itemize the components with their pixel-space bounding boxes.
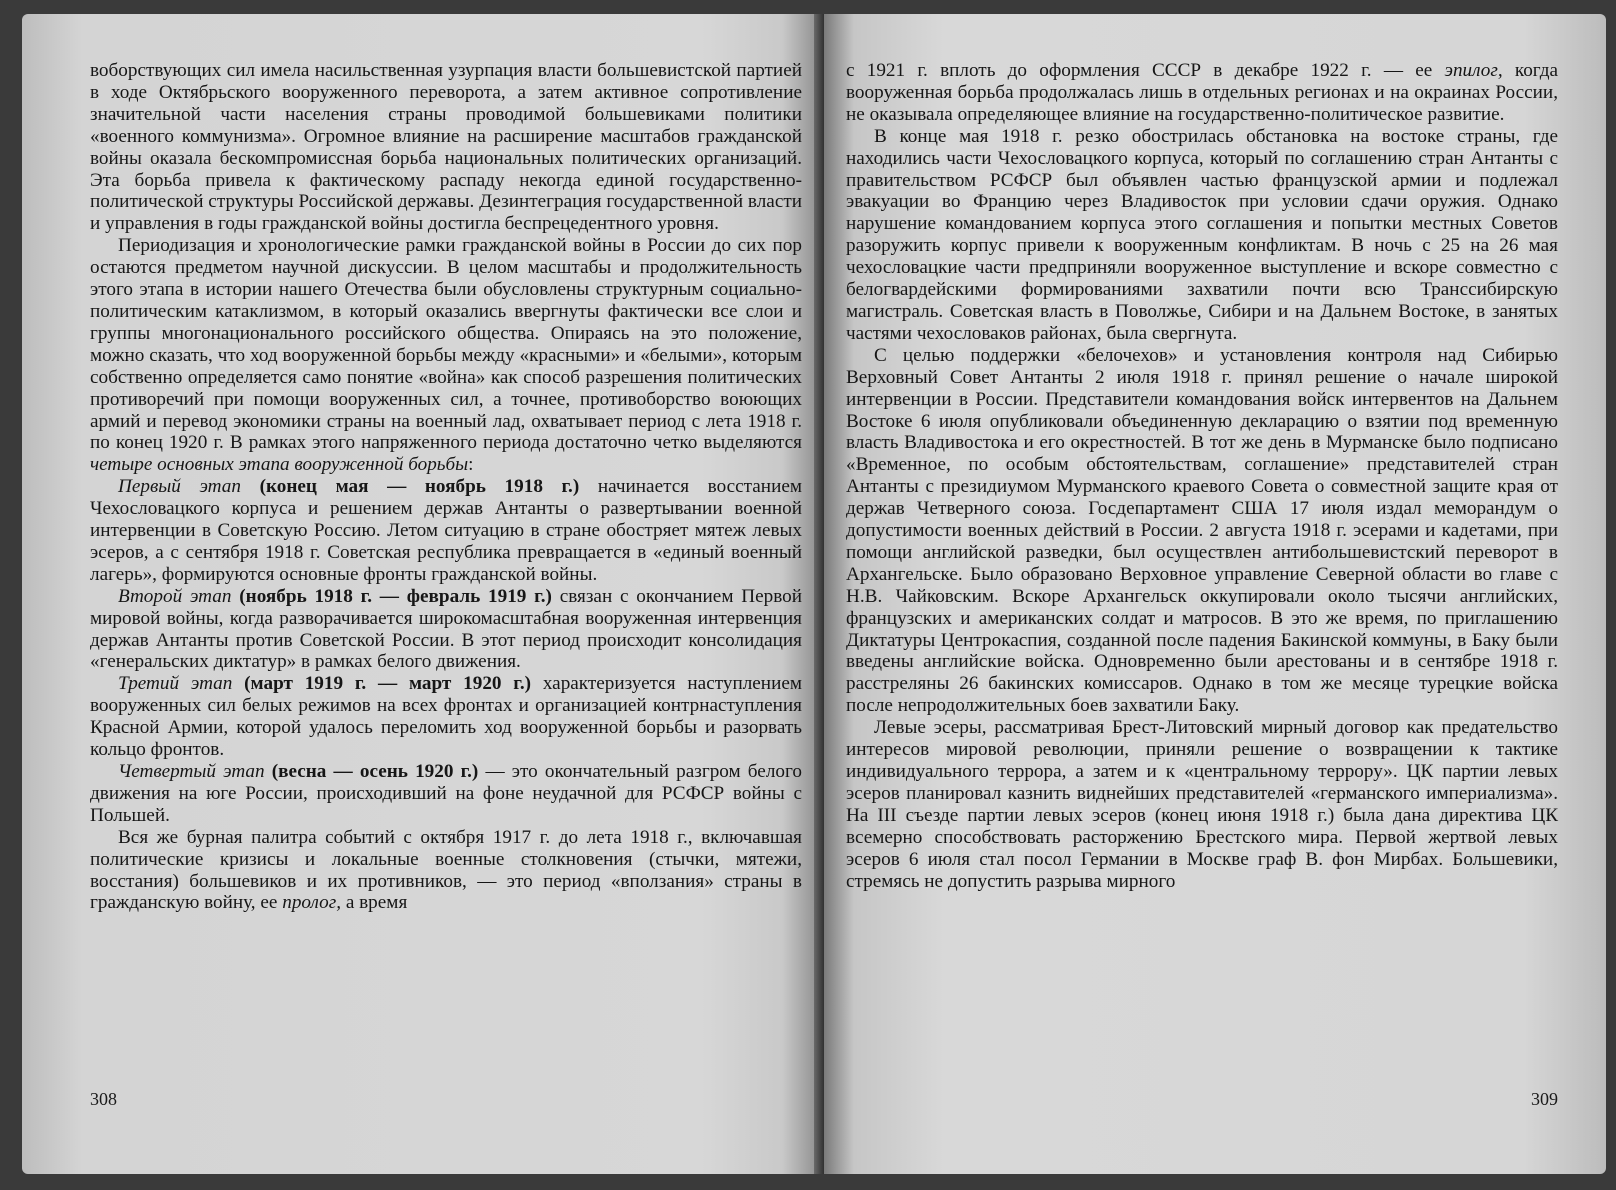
emphasis: пролог,	[282, 892, 342, 914]
stage-dates: (конец мая — ноябрь 1918 г.)	[240, 476, 580, 498]
stage-dates: (март 1919 г. — март 1920 г.)	[232, 673, 532, 695]
paragraph: В конце мая 1918 г. резко обострилась обстановка на востоке страны, где находились части Чехословацкого корпуса, который по соглашению стран Антанты с правительством РСФСР был объявлен частью французской армии и подлежал эвакуации во Францию через Владивосток при условии сдачи оружия. Однако нарушение командованием корпуса этого соглашения и попытки местных Советов разоружить корпус привели к вооруженным конфликтам. В ночь с 25 на 26 мая чехословацкие части предприняли вооруженное выступление и вскоре совместно с белогвардейскими формированиями захватили почти всю Транссибирскую магистраль. Советская власть в Поволжье, Сибири и на Дальнем Востоке, в занятых частями чехословаков районах, была свергнута.	[846, 125, 1558, 344]
stage-dates: (ноябрь 1918 г. — февраль 1919 г.)	[231, 585, 552, 607]
stage-title: Третий этап	[118, 673, 233, 695]
page-number: 309	[1531, 1089, 1558, 1109]
paragraph: Периодизация и хронологические рамки гражданской войны в России до сих пор остаются предметом научной дискуссии. В целом масштабы и продолжительность этого этапа в истории нашего Отечества были обусловлены структурным социально-политическим катаклизмом, в который оказались ввергнуты фактически все слои и группы многонационального российского общества. Опираясь на это положение, можно сказать, что ход вооруженной борьбы между «красными» и «белыми», которым собственно определяется само понятие «война» как способ разрешения политических противоречий при помощи вооруженных сил, а точнее, противоборство воюющих армий и перевод экономики страны на военный лад, охватывает период с лета 1918 г. по конец 1920 г. В рамках этого напряженного периода достаточно четко выделяются четыре основных этапа вооруженной борьбы:	[90, 235, 802, 476]
paragraph: воборствующих сил имела насильственная узурпация власти большевистской партией в ходе Октябрьского вооруженного переворота, а затем активное сопротивление значительной части населения страны проводимой большевиками политики «военного коммунизма». Огромное влияние на расширение масштабов гражданской войны оказала бескомпромиссная борьба национальных политических организаций. Эта борьба привела к фактическому распаду некогда единой государственно-политической структуры Российской державы. Дезинтеграция государственной власти и управления в годы гражданской войны достигла беспрецедентного уровня.	[90, 60, 802, 235]
paragraph: Второй этап (ноябрь 1918 г. — февраль 1919 г.) связан с окончанием Первой мировой войны, когда разворачивается широкомасштабная вооруженная интервенция держав Антанты против Советской России. В этот период происходит консолидация «генеральских диктатур» в рамках белого движения.	[90, 585, 802, 673]
left-page	[22, 14, 822, 1174]
paragraph: Вся же бурная палитра событий с октября 1917 г. до лета 1918 г., включавшая политические кризисы и локальные военные столкновения (стычки, мятежи, восстания) большевиков и их противников, — это период «вползания» страны в гражданскую войну, ее пролог, а время	[90, 826, 802, 914]
right-page	[824, 14, 1606, 1174]
left-page-text	[90, 60, 802, 914]
paragraph: Левые эсеры, рассматривая Брест-Литовский мирный договор как предательство интересов мировой революции, приняли решение о возвращении к тактике индивидуального террора, а затем и к «центральному террору». ЦК партии левых эсеров планировал казнить виднейших представителей «германского империализма». На III съезде партии левых эсеров (конец июня 1918 г.) была дана директива ЦК всемерно способствовать расторжению Брестского мира. Первой жертвой левых эсеров 6 июля стал посол Германии в Москве граф В. фон Мирбах. Большевики, стремясь не допустить разрыва мирного	[846, 717, 1558, 892]
stage-dates: (весна — осень 1920 г.)	[264, 761, 479, 782]
emphasis: четыре основных этапа вооруженной борьбы	[90, 454, 469, 476]
page-number: 308	[90, 1089, 117, 1109]
emphasis: эпилог,	[1444, 60, 1503, 81]
paragraph: Четвертый этап (весна — осень 1920 г.) — это окончательный разгром белого движения на юге России, происходивший на фоне неудачной для РСФСР войны с Польшей.	[90, 761, 802, 826]
right-page-text	[846, 60, 1558, 892]
stage-title: Второй этап	[118, 585, 232, 607]
stage-title: Первый этап	[118, 476, 241, 498]
paragraph: С целью поддержки «белочехов» и установления контроля над Сибирью Верховный Совет Антанты 2 июля 1918 г. принял решение о начале широкой интервенции в России. Представители командования войск интервентов на Дальнем Востоке 6 июля опубликовали объединенную декларацию о взятии под временную власть Владивостока и его окрестностей. В тот же день в Мурманске было подписано «Временное, по особым обстоятельствам, соглашение» представителей стран Антанты с президиумом Мурманского краевого Совета о совместной защите края от держав Четверного союза. Госдепартамент США 17 июля издал меморандум о допустимости военных действий в России. 2 августа 1918 г. эсерами и кадетами, при помощи английской разведки, был осуществлен антибольшевистский переворот в Архангельске. Было образовано Верховное управление Северной области во главе с Н.В. Чайковским. Вскоре Архангельск оккупировали около тысячи английских, французских и американских солдат и матросов. В это же время, по приглашению Диктатуры Центрокаспия, созданной после падения Бакинской коммуны, в Баку были введены английские войска. Одновременно были арестованы и в сентябре 1918 г. расстреляны 26 бакинских комиссаров. Однако в том же месяце турецкие войска после непродолжительных боев захватили Баку.	[846, 344, 1558, 717]
paragraph: с 1921 г. вплоть до оформления СССР в декабре 1922 г. — ее эпилог, когда вооруженная борьба продолжалась лишь в отдельных регионах и на окраинах России, не оказывала определяющее влияние на государственно-политическое развитие.	[846, 60, 1558, 125]
paragraph: Первый этап (конец мая — ноябрь 1918 г.) начинается восстанием Чехословацкого корпуса и решением держав Антанты о развертывании военной интервенции в Советскую Россию. Летом ситуацию в стране обостряет мятеж левых эсеров, а с сентября 1918 г. Советская республика превращается в «единый военный лагерь», формируются основные фронты гражданской войны.	[90, 476, 803, 585]
paragraph: Третий этап (март 1919 г. — март 1920 г.) характеризуется наступлением вооруженных сил белых режимов на всех фронтах и организацией контрнаступления Красной Армии, которой удалось переломить ход вооруженной борьбы и разорвать кольцо фронтов.	[90, 673, 802, 761]
stage-title: Четвертый этап	[118, 761, 265, 782]
